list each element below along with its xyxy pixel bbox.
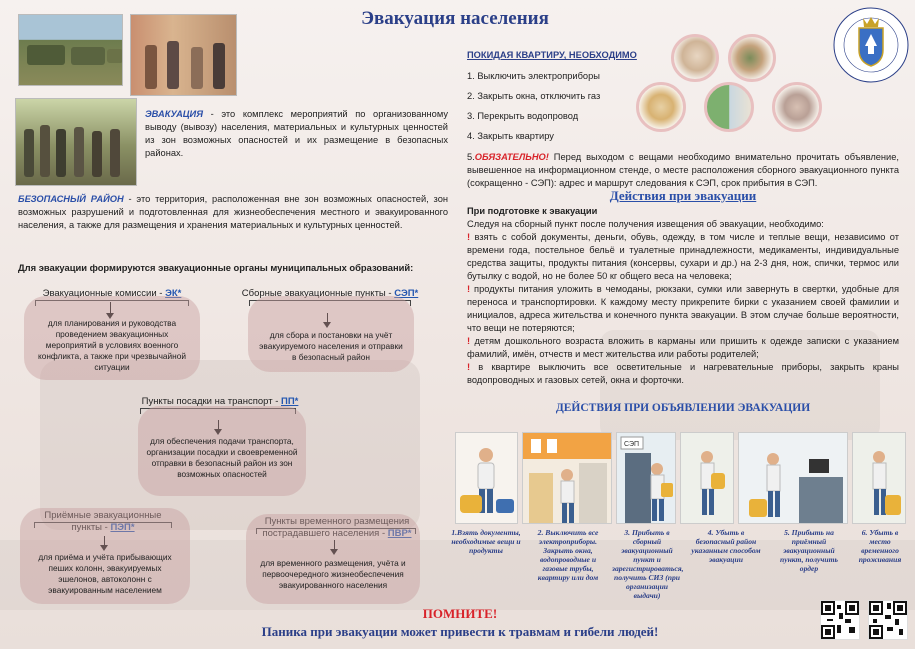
leaving-item: 4. Закрыть квартиру	[467, 131, 554, 141]
organ-ek-description: для планирования и руководства проведением эвакуационных мероприятий в условиях военного конфликта, а также при чрезвычайной ситуации	[24, 296, 200, 380]
actions-text	[467, 218, 899, 387]
organ-sep-label: Сборные эвакуационные пункты -	[241, 288, 395, 299]
step-3-illustration	[616, 432, 676, 524]
action-bullet: в квартире выключить все осветительные и нагревательные приборы, закрыть краны водопроводных и газовых сетей, окна и форточки.	[467, 362, 899, 385]
organ-pep-abbr[interactable]: ПЭП*	[110, 522, 135, 533]
item5-number: 5.	[467, 152, 475, 162]
item5-mandatory: ОБЯЗАТЕЛЬНО!	[474, 152, 549, 162]
organ-pp-label: Пункты посадки на транспорт -	[141, 396, 282, 407]
step-2-illustration	[522, 432, 612, 524]
action-bullet: детям дошкольного возраста вложить в карманы или пришить к одежде записки с указанием фамилий, имён, отчеств и мест жительства или работы родителей;	[467, 336, 899, 359]
sep-sign-text: СЭП	[624, 441, 640, 448]
bullet-mark: !	[467, 336, 471, 346]
step-1-caption: 1.Взять документы, необходимые вещи и продукты	[451, 528, 521, 555]
step-5-illustration	[738, 432, 848, 524]
photo-people-with-luggage	[130, 14, 237, 96]
organ-pvr-label: Пункты временного размещения пострадавшего населения -	[262, 516, 410, 539]
illustration-socket	[772, 82, 822, 132]
bullet-mark: !	[467, 362, 471, 372]
step-6-caption: 6. Убыть в место временного проживания	[858, 528, 902, 564]
photo-evacuation-column	[15, 98, 137, 186]
qr-code-right[interactable]	[868, 600, 908, 640]
organ-pp-abbr[interactable]: ПП*	[281, 396, 299, 407]
action-bullet: взять с собой документы, деньги, обувь, одежду, в том числе и теплые вещи, независимо от времени года, постельное бельё и туалетные принадлежности, медикаменты, индивидуальные средства защиты, продукты питания (консервы, сухари и др.) на 2-3 дня, нож, спички, термос или бутылку с водой, но не более 50 кг общего веса на человека;	[467, 232, 899, 281]
illustration-water-tap	[636, 82, 686, 132]
leaving-item: 2. Закрыть окна, отключить газ	[467, 91, 601, 101]
actions-intro: Следуя на сборный пункт после получения извещения об эвакуации, необходимо:	[467, 219, 824, 229]
illustration-window	[704, 82, 754, 132]
bullet-mark: !	[467, 232, 471, 242]
remember-text: Паника при эвакуации может привести к травмам и гибели людей!	[261, 624, 659, 639]
organ-pvr-abbr[interactable]: ПВР*	[387, 528, 412, 539]
evacuation-term: ЭВАКУАЦИЯ	[145, 109, 204, 119]
safe-area-text: - это территория, расположенная вне зон возможных опасностей, зон возможных разрушений и подготовленная для жизнеобеспечения местного и эвакуированного населения, а также для размещения и хранения материальных и культурных ценностей.	[18, 194, 449, 230]
announce-heading: ДЕЙСТВИЯ ПРИ ОБЪЯВЛЕНИИ ЭВАКУАЦИИ	[555, 402, 811, 414]
leaving-list	[467, 70, 637, 143]
step-2-caption: 2. Выключить все электроприборы. Закрыть окна, водопроводные и газовые трубы, квартиру или дом	[537, 528, 599, 582]
organs-heading: Для эвакуации формируются эвакуационные органы муниципальных образований:	[18, 262, 414, 273]
page-title: Эвакуация населения	[361, 8, 549, 29]
remember-title: ПОМНИТЕ!	[422, 606, 498, 621]
organ-ek-abbr[interactable]: ЭК*	[165, 288, 182, 299]
organ-pep-label: Приёмные эвакуационные пункты -	[44, 510, 162, 533]
action-bullet: продукты питания уложить в чемоданы, рюкзаки, сумки или завернуть в свертки, удобные для переноса и транспортировки. К каждому месту прикрепите бирки с указанием своей фамилии и инициалов, адреса жительства и конечного пункта эвакуации. В этом случае больше вероятности, что вещи не потеряются;	[467, 284, 899, 333]
step-4-illustration	[680, 432, 734, 524]
leaving-item-5	[467, 151, 899, 190]
step-6-illustration	[852, 432, 906, 524]
evacuation-text: - это комплекс мероприятий по организованному выводу (вывозу) населения, материальных и культурных ценностей из зон возможных опасностей и их размещение в безопасных районах.	[145, 109, 448, 158]
leaving-heading: ПОКИДАЯ КВАРТИРУ, НЕОБХОДИМО	[467, 50, 637, 60]
organ-pp-description: для обеспечения подачи транспорта, организации посадки и своевременной отправки в безопасный район из зон возможных опасностей	[138, 406, 306, 496]
qr-code-left[interactable]	[820, 600, 860, 640]
safe-area-term: БЕЗОПАСНЫЙ РАЙОН	[18, 194, 124, 204]
leaving-item: 1. Выключить электроприборы	[467, 71, 600, 81]
step-1-illustration	[455, 432, 518, 524]
organ-sep-description: для сбора и постановки на учёт эвакуируемого населения и отправки в безопасный район	[248, 296, 414, 372]
bullet-mark: !	[467, 284, 471, 294]
illustration-closing-door	[728, 34, 776, 82]
photo-military-trucks	[18, 14, 123, 86]
leaving-item: 3. Перекрыть водопровод	[467, 111, 579, 121]
organ-pvr-description: для временного размещения, учёта и первоочередного жизнеобеспечения эвакуированного населения	[246, 514, 420, 604]
step-5-caption: 5. Прибыть на приёмный эвакуационный пункт, получить ордер	[779, 528, 839, 573]
illustration-hand-lock	[671, 34, 719, 82]
evacuation-definition	[145, 108, 448, 160]
safe-area-definition	[18, 193, 448, 232]
actions-heading: Действия при эвакуации	[609, 188, 757, 203]
step-4-caption: 4. Убыть в безопасный район указанным способом эвакуации	[691, 528, 761, 564]
actions-subheading: При подготовке к эвакуации	[467, 206, 598, 216]
step-3-caption: 3. Прибыть в сборный эвакуационный пункт и зарегистрироваться, получить СИЗ (при организации выдачи)	[612, 528, 684, 600]
organ-pep-description: для приёма и учёта прибывающих пеших колонн, эвакуируемых эшелонов, автоколонн с эвакуированным населением	[20, 508, 190, 604]
item5-text: Перед выходом с вещами необходимо внимательно прочитать объявление, вывешенное на информационном стенде, о месте расположения сборного эвакуационного пункта (сокращенно - СЭП): адрес и маршрут следования к СЭП, срок прибытия в СЭП.	[467, 152, 899, 188]
organ-ek-label: Эвакуационные комиссии -	[42, 288, 166, 299]
emblem-logo	[832, 6, 910, 84]
organ-sep-abbr[interactable]: СЭП*	[394, 288, 419, 299]
